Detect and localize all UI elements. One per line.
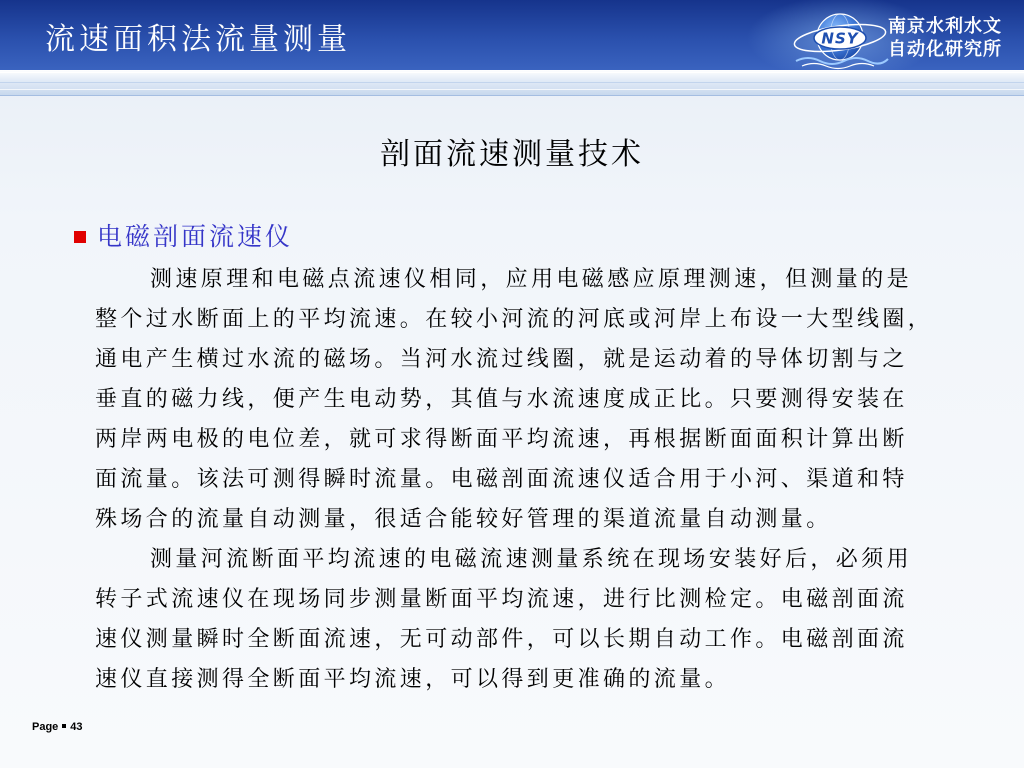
slide-header — [0, 0, 1024, 70]
band-line — [0, 82, 1024, 83]
band-line — [0, 89, 1024, 90]
paragraph — [95, 260, 1000, 540]
band-line — [0, 95, 1024, 96]
page-number: 43 — [70, 721, 83, 733]
paragraph-line: 整个过水断面上的平均流速。在较小河流的河底或河岸上布设一大型线圈， — [95, 307, 934, 332]
paragraph-line: 两岸两电极的电位差，就可求得断面平均流速，再根据断面面积计算出断 — [95, 427, 908, 452]
paragraph-line: 殊场合的流量自动测量，很适合能较好管理的渠道流量自动测量。 — [95, 507, 832, 532]
paragraph — [95, 540, 1000, 700]
paragraph-line: 速仪测量瞬时全断面流速，无可动部件，可以长期自动工作。电磁剖面流 — [95, 627, 908, 652]
red-square-bullet-icon — [74, 231, 86, 243]
bullet-heading: 电磁剖面流速仪 — [97, 222, 294, 251]
paragraph-line: 转子式流速仪在现场同步测量断面平均流速，进行比测检定。电磁剖面流 — [95, 587, 908, 612]
logo-text: NSY — [821, 29, 859, 48]
slide-subtitle: 剖面流速测量技术 — [380, 137, 644, 172]
page-separator-icon — [62, 724, 66, 728]
band-line — [0, 72, 1024, 73]
body-text — [95, 260, 1000, 700]
org-name-line-1: 南京水利水文 — [888, 16, 1002, 37]
slide-title: 流速面积法流量测量 — [45, 22, 351, 57]
paragraph-line: 垂直的磁力线，便产生电动势，其值与水流速度成正比。只要测得安装在 — [95, 387, 908, 412]
org-name-line-2: 自动化研究所 — [888, 39, 1002, 60]
slide-footer — [32, 719, 83, 735]
page-label: Page — [32, 721, 59, 733]
paragraph-line: 测速原理和电磁点流速仪相同，应用电磁感应原理测速，但测量的是 — [150, 267, 913, 292]
paragraph-line: 面流量。该法可测得瞬时流量。电磁剖面流速仪适合用于小河、渠道和特 — [95, 467, 908, 492]
paragraph-line: 速仪直接测得全断面平均流速，可以得到更准确的流量。 — [95, 667, 731, 692]
header-decor-band — [0, 70, 1024, 96]
paragraph-line: 测量河流断面平均流速的电磁流速测量系统在现场安装好后，必须用 — [150, 547, 913, 572]
nsy-globe-logo-icon — [790, 8, 890, 70]
paragraph-line: 通电产生横过水流的磁场。当河水流过线圈，就是运动着的导体切割与之 — [95, 347, 908, 372]
